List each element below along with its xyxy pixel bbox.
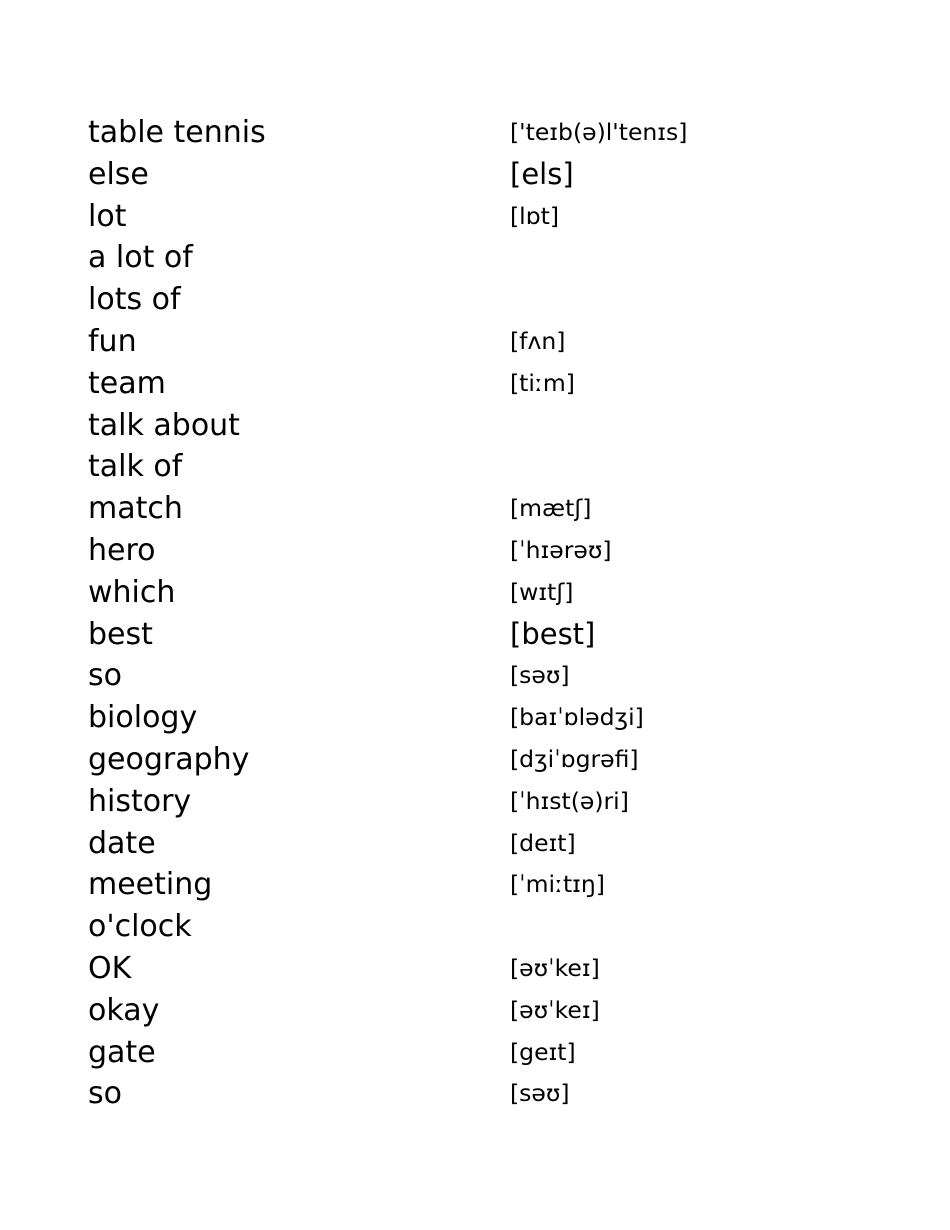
vocab-phonetic: [əʊˈkeɪ] bbox=[510, 953, 600, 982]
vocab-phonetic: [wɪtʃ] bbox=[510, 577, 574, 606]
vocab-phonetic: [els] bbox=[510, 156, 574, 191]
vocab-row bbox=[88, 446, 848, 488]
vocab-row bbox=[88, 990, 848, 1032]
vocab-phonetic: [lɒt] bbox=[510, 201, 559, 230]
vocab-word: hero bbox=[88, 532, 156, 568]
vocab-row bbox=[88, 864, 848, 906]
vocab-row bbox=[88, 405, 848, 447]
vocab-row bbox=[88, 237, 848, 279]
vocab-phonetic: [baɪˈɒlədʒi] bbox=[510, 703, 644, 732]
vocab-phonetic: [əʊˈkeɪ] bbox=[510, 995, 600, 1024]
vocab-word: talk of bbox=[88, 449, 183, 485]
vocab-phonetic: [səʊ] bbox=[510, 1079, 570, 1108]
vocab-row bbox=[88, 530, 848, 572]
vocab-word: else bbox=[88, 156, 149, 192]
vocab-word: OK bbox=[88, 950, 132, 986]
vocab-word: team bbox=[88, 365, 166, 401]
vocabulary-list bbox=[88, 112, 848, 1115]
vocab-word: history bbox=[88, 783, 192, 819]
vocab-row bbox=[88, 196, 848, 238]
vocab-phonetic: [tiːm] bbox=[510, 368, 575, 397]
vocab-row bbox=[88, 154, 848, 196]
vocab-row bbox=[88, 739, 848, 781]
vocab-phonetic: [ˈmiːtɪŋ] bbox=[510, 870, 605, 899]
vocab-word: fun bbox=[88, 323, 137, 359]
vocab-row bbox=[88, 279, 848, 321]
vocab-row bbox=[88, 112, 848, 154]
vocab-word: which bbox=[88, 574, 176, 610]
vocab-word: match bbox=[88, 491, 183, 527]
vocab-phonetic: ['teɪb(ə)l'tenɪs] bbox=[510, 118, 688, 146]
vocab-phonetic: [deɪt] bbox=[510, 828, 576, 857]
vocab-phonetic: [fʌn] bbox=[510, 326, 566, 355]
vocab-word: okay bbox=[88, 992, 160, 1028]
vocab-word: lots of bbox=[88, 282, 181, 318]
vocab-word: meeting bbox=[88, 867, 213, 903]
vocab-phonetic: [dʒiˈɒgrəfi] bbox=[510, 744, 639, 773]
vocab-phonetic: [mætʃ] bbox=[510, 494, 592, 523]
vocab-phonetic: [səʊ] bbox=[510, 661, 570, 690]
vocab-word: table tennis bbox=[88, 115, 266, 150]
vocab-row bbox=[88, 948, 848, 990]
vocab-row bbox=[88, 321, 848, 363]
vocab-word: so bbox=[88, 1076, 122, 1112]
vocab-row bbox=[88, 488, 848, 530]
vocab-word: biology bbox=[88, 700, 198, 736]
vocab-word: so bbox=[88, 658, 122, 694]
vocab-word: a lot of bbox=[88, 240, 193, 276]
vocab-row bbox=[88, 363, 848, 405]
vocab-row bbox=[88, 614, 848, 656]
vocab-word: o'clock bbox=[88, 909, 192, 945]
vocab-row bbox=[88, 1073, 848, 1115]
vocab-word: best bbox=[88, 616, 153, 652]
vocab-row bbox=[88, 1032, 848, 1074]
vocab-row bbox=[88, 697, 848, 739]
vocab-word: date bbox=[88, 825, 156, 861]
vocab-row bbox=[88, 572, 848, 614]
vocab-row bbox=[88, 823, 848, 865]
vocab-phonetic: [ˈhɪərəʊ] bbox=[510, 535, 612, 564]
vocab-row bbox=[88, 781, 848, 823]
vocab-word: talk about bbox=[88, 407, 240, 443]
vocab-phonetic: [geɪt] bbox=[510, 1037, 576, 1066]
vocab-phonetic: [ˈhɪst(ə)ri] bbox=[510, 786, 629, 815]
vocab-word: gate bbox=[88, 1034, 156, 1070]
vocab-row bbox=[88, 655, 848, 697]
vocab-word: geography bbox=[88, 741, 250, 777]
vocab-word: lot bbox=[88, 198, 127, 234]
vocab-row bbox=[88, 906, 848, 948]
vocab-phonetic: [best] bbox=[510, 616, 596, 651]
